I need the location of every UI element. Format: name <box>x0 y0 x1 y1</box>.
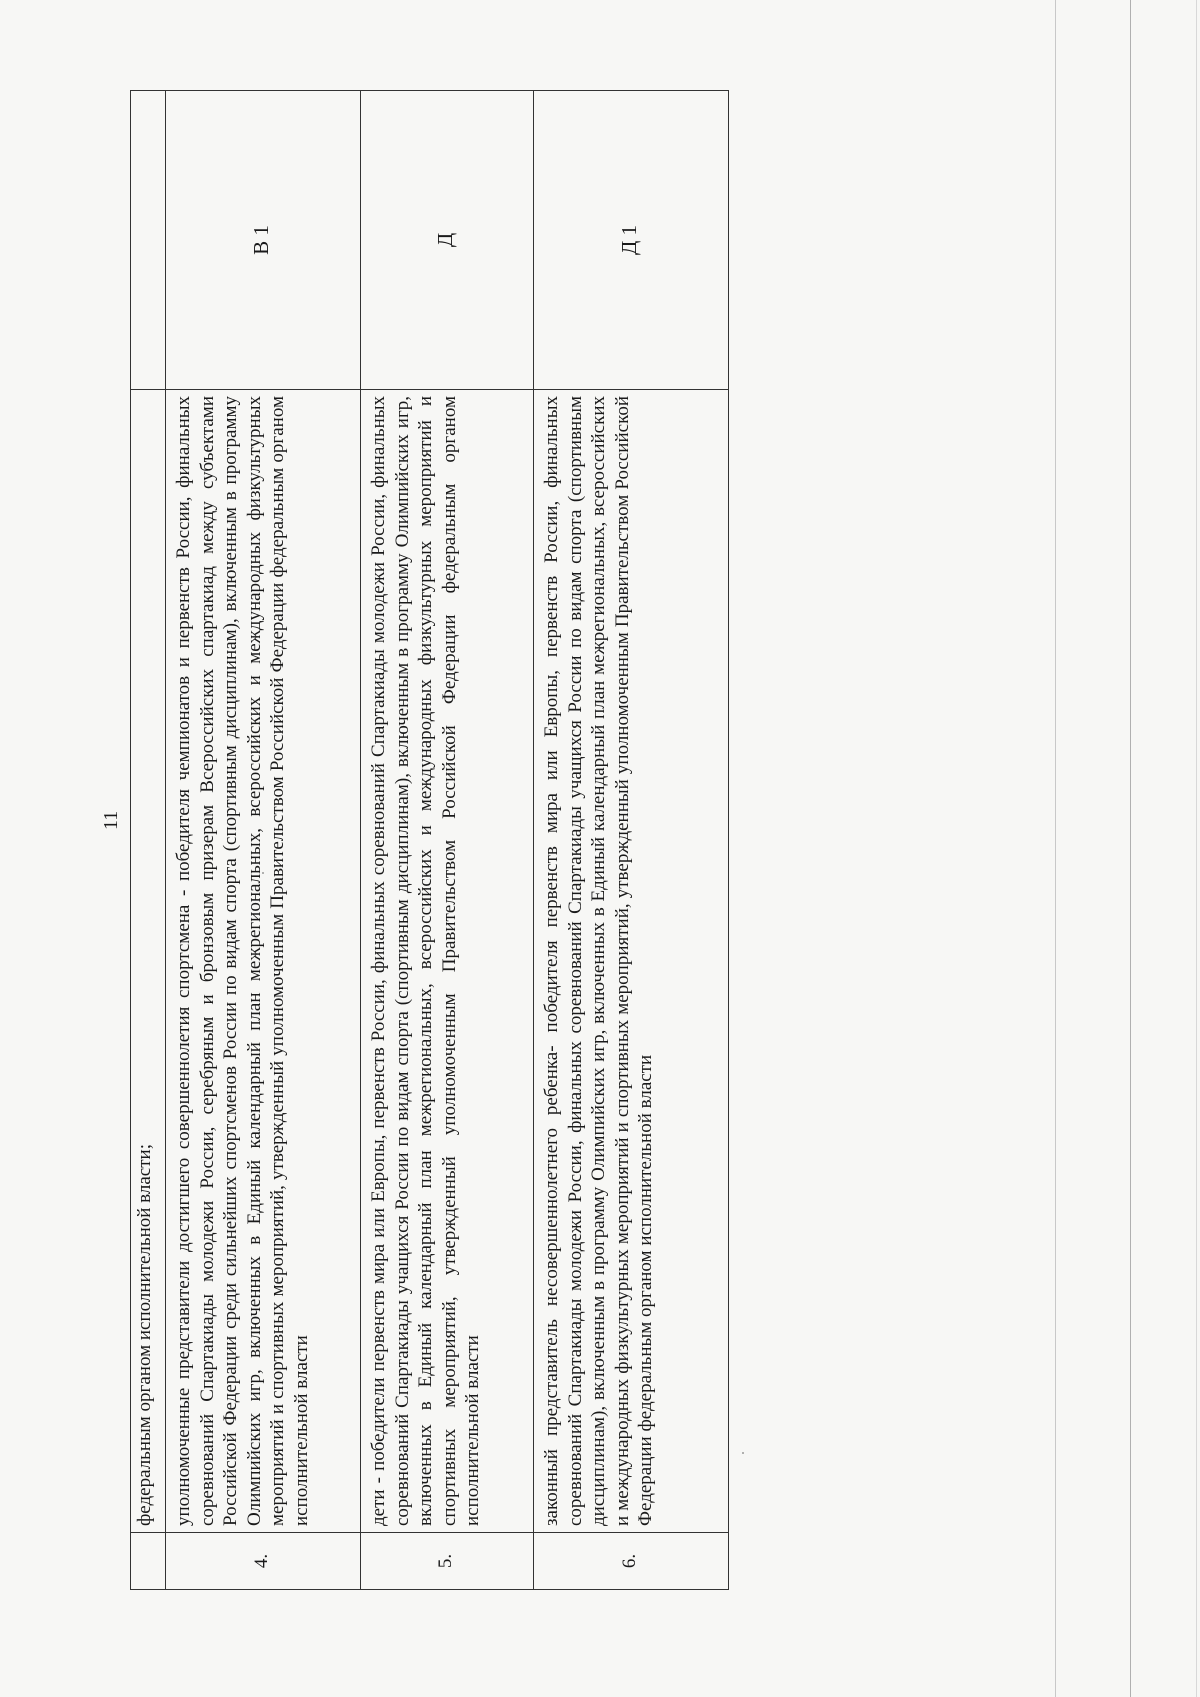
page-number: 11 <box>100 810 122 830</box>
table-row <box>534 91 729 1590</box>
row-code <box>131 91 166 390</box>
row-number <box>131 1533 166 1590</box>
scan-speck <box>742 1452 744 1454</box>
row-code: Д 1 <box>534 91 729 390</box>
eligibility-table <box>130 90 729 1590</box>
rotated-page <box>100 90 720 1590</box>
table-row <box>131 91 166 1590</box>
row-number: 4. <box>166 1533 361 1590</box>
row-description: законный представитель несовершеннолетнего ребенка- победителя первенств мира или Европы, первенств России, финальных соревнований Спартакиады молодежи России, финальных соревнований Спартакиады учащихся России по видам спорта (спортивным дисциплинам), включенным в программу Олимпийских игр, включенных в Единый календарный план межрегиональных, всероссийских и международных физкультурных мероприятий и спортивных мероприятий, утвержденный уполномоченным Правительством Российской Федерации федеральным органом исполнительной власти <box>534 390 729 1533</box>
scan-edge-line <box>1130 0 1131 1697</box>
row-number: 6. <box>534 1533 729 1590</box>
row-description: федеральным органом исполнительной власти; <box>131 390 166 1533</box>
row-code: В 1 <box>166 91 361 390</box>
table-row <box>361 91 534 1590</box>
scan-edge-line <box>1055 0 1056 1697</box>
row-description: дети - победители первенств мира или Европы, первенств России, финальных соревнований Спартакиады молодежи России, финальных соревнований Спартакиады учащихся России по видам спорта (спортивным дисциплинам), включенным в программу Олимпийских игр, включенных в Единый календарный план межрегиональных, всероссийских и международных физкультурных мероприятий и спортивных мероприятий, утвержденный уполномоченным Правительством Российской Федерации федеральным органом исполнительной власти <box>361 390 534 1533</box>
scan-edge-line <box>1196 0 1197 1697</box>
row-code: Д <box>361 91 534 390</box>
table-row <box>166 91 361 1590</box>
row-number: 5. <box>361 1533 534 1590</box>
row-description: уполномоченные представители достигшего совершеннолетия спортсмена - победителя чемпионатов и первенств России, финальных соревнований Спартакиады молодежи России, серебряным и бронзовым призерам Всероссийских спартакиад между субъектами Российской Федерации среди сильнейших спортсменов России по видам спорта (спортивным дисциплинам), включенным в программу Олимпийских игр, включенных в Единый календарный план межрегиональных, всероссийских и международных физкультурных мероприятий и спортивных мероприятий, утвержденный уполномоченным Правительством Российской Федерации федеральным органом исполнительной власти <box>166 390 361 1533</box>
